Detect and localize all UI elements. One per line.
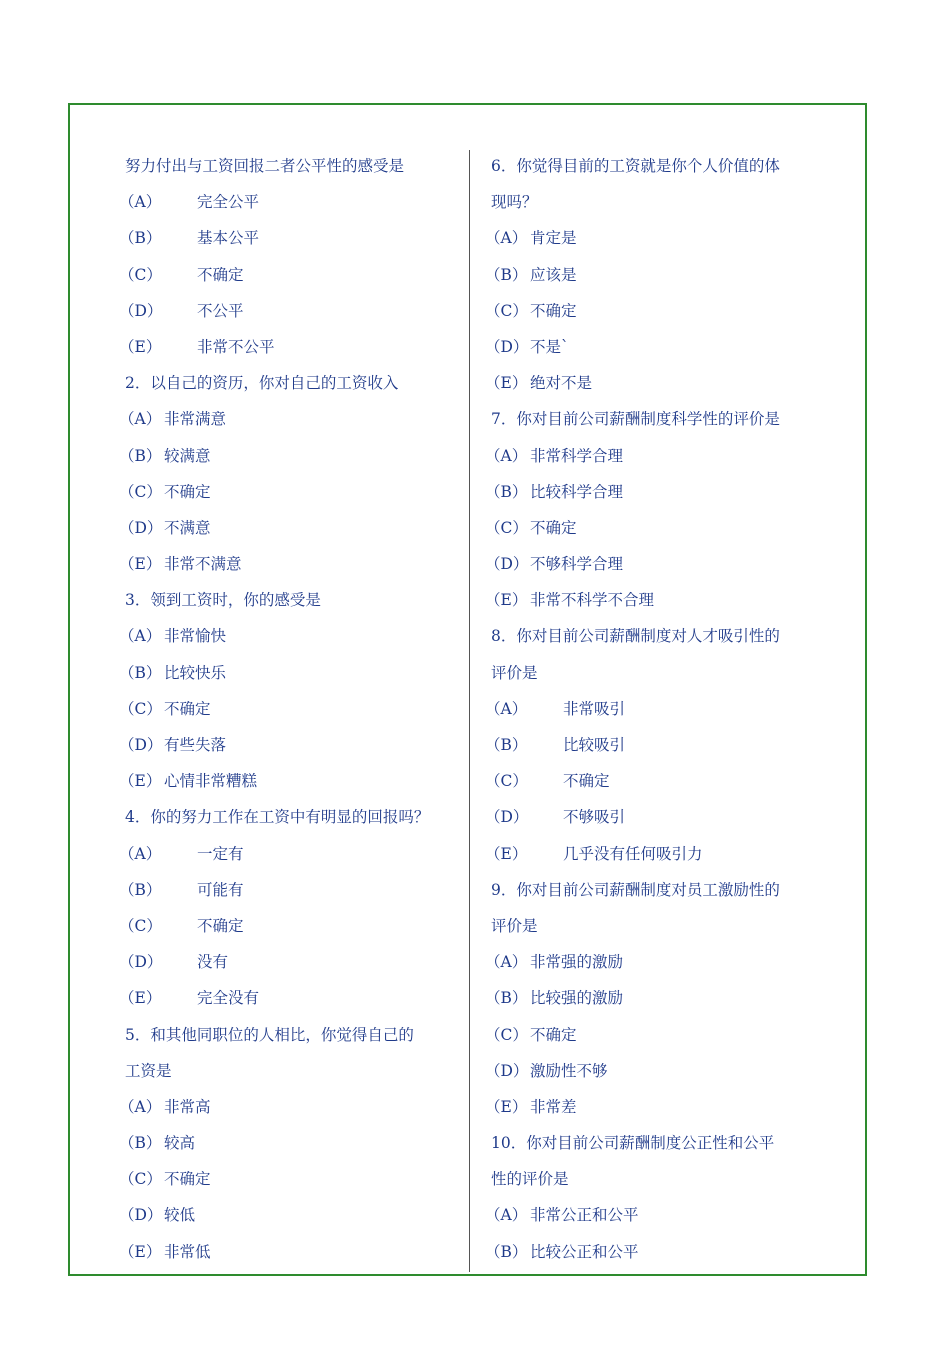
option-label: （E） bbox=[485, 844, 528, 863]
question-text: 4．你的努力工作在工资中有明显的回报吗？ bbox=[125, 808, 430, 827]
answer-option bbox=[485, 980, 830, 1016]
option-label: （E） bbox=[119, 1242, 162, 1261]
option-text: 不确定 bbox=[197, 916, 244, 935]
answer-option bbox=[119, 401, 464, 437]
option-label: （A） bbox=[119, 193, 162, 212]
option-label: （C） bbox=[119, 1170, 162, 1189]
question-text: 现吗？ bbox=[491, 193, 538, 212]
option-text: 非常低 bbox=[164, 1242, 211, 1261]
answer-option bbox=[485, 293, 830, 329]
answer-option bbox=[485, 1017, 830, 1053]
option-label: （B） bbox=[119, 880, 162, 899]
option-text: 完全公平 bbox=[197, 193, 260, 212]
option-label: （A） bbox=[119, 410, 162, 429]
question-text: 3．领到工资时，你的感受是 bbox=[125, 591, 321, 610]
option-label: （C） bbox=[119, 916, 162, 935]
option-text: 非常公正和公平 bbox=[530, 1206, 639, 1225]
answer-option bbox=[119, 1197, 464, 1233]
option-label: （D） bbox=[485, 337, 529, 356]
option-text: 没有 bbox=[197, 953, 229, 972]
option-text: 不确定 bbox=[530, 301, 577, 320]
option-text: 比较公正和公平 bbox=[530, 1242, 639, 1261]
option-label: （C） bbox=[119, 265, 162, 284]
option-label: （D） bbox=[485, 1061, 529, 1080]
option-label: （D） bbox=[119, 953, 163, 972]
option-label: （B） bbox=[119, 1134, 162, 1153]
option-text: 不确定 bbox=[530, 1025, 577, 1044]
option-label: （B） bbox=[119, 446, 162, 465]
answer-option bbox=[119, 944, 464, 980]
option-text: 有些失落 bbox=[164, 736, 227, 754]
option-text: 不确定 bbox=[164, 482, 211, 501]
option-text: 几乎没有任何吸引力 bbox=[563, 844, 703, 863]
option-label: （E） bbox=[485, 591, 528, 610]
option-label: （B） bbox=[119, 229, 162, 248]
answer-option bbox=[485, 691, 830, 727]
option-label: （E） bbox=[119, 337, 162, 356]
option-label: （C） bbox=[485, 1025, 528, 1044]
question-text: 7．你对目前公司薪酬制度科学性的评价是 bbox=[491, 410, 780, 429]
option-label: （C） bbox=[119, 482, 162, 501]
question-text: 10．你对目前公司薪酬制度公正性和公平 bbox=[491, 1134, 775, 1153]
question-text: 2．以自己的资历，你对自己的工资收入 bbox=[125, 374, 399, 393]
option-label: （B） bbox=[485, 1242, 528, 1261]
answer-option bbox=[485, 1197, 830, 1233]
answer-option bbox=[485, 257, 830, 293]
option-label: （B） bbox=[485, 989, 528, 1008]
option-text: 非常愉快 bbox=[164, 627, 227, 646]
option-text: 比较强的激励 bbox=[530, 989, 624, 1008]
option-label: （A） bbox=[485, 1206, 528, 1225]
answer-option bbox=[485, 546, 830, 582]
option-text: 一定有 bbox=[197, 844, 244, 863]
option-text: 应该是 bbox=[530, 265, 577, 284]
option-text: 非常高 bbox=[164, 1097, 211, 1116]
option-label: （E） bbox=[119, 555, 162, 574]
question-text: 评价是 bbox=[491, 663, 538, 682]
option-label: （D） bbox=[119, 518, 163, 537]
option-label: （B） bbox=[485, 482, 528, 501]
option-text: 较高 bbox=[164, 1134, 196, 1153]
option-label: （A） bbox=[485, 446, 528, 465]
option-text: 较满意 bbox=[164, 446, 211, 465]
option-text: 非常不科学不合理 bbox=[530, 591, 655, 610]
answer-option bbox=[485, 727, 830, 763]
answer-option bbox=[119, 691, 464, 727]
option-text: 比较快乐 bbox=[164, 663, 227, 682]
answer-option bbox=[119, 655, 464, 691]
option-label: （E） bbox=[485, 374, 528, 393]
option-text: 激励性不够 bbox=[530, 1061, 608, 1080]
answer-option bbox=[485, 836, 830, 872]
option-label: （C） bbox=[485, 518, 528, 537]
option-label: （E） bbox=[485, 1097, 528, 1116]
option-text: 非常科学合理 bbox=[530, 446, 624, 465]
option-label: （C） bbox=[119, 699, 162, 718]
answer-option bbox=[485, 510, 830, 546]
option-text: 较低 bbox=[164, 1206, 196, 1225]
option-text: 非常不满意 bbox=[164, 555, 242, 574]
option-text: 非常强的激励 bbox=[530, 953, 624, 972]
option-text: 非常满意 bbox=[164, 410, 227, 429]
question-text: 评价是 bbox=[491, 916, 538, 935]
question-text: 工资是 bbox=[125, 1061, 172, 1080]
answer-option bbox=[485, 763, 830, 799]
option-text: 不公平 bbox=[197, 301, 244, 320]
answer-option bbox=[119, 727, 464, 763]
answer-option bbox=[119, 1089, 464, 1125]
option-label: （C） bbox=[485, 772, 528, 791]
option-text: 不确定 bbox=[563, 772, 610, 791]
answer-option bbox=[485, 1053, 830, 1089]
option-text: 完全没有 bbox=[197, 989, 260, 1008]
answer-option bbox=[119, 220, 464, 256]
option-label: （B） bbox=[485, 265, 528, 284]
option-label: （D） bbox=[485, 555, 529, 574]
option-text: 不满意 bbox=[164, 518, 211, 537]
option-label: （A） bbox=[119, 1097, 162, 1116]
option-text: 不确定 bbox=[164, 699, 211, 718]
option-label: （E） bbox=[119, 989, 162, 1008]
left-column bbox=[119, 148, 464, 1270]
answer-option bbox=[119, 510, 464, 546]
answer-option bbox=[119, 257, 464, 293]
answer-option bbox=[119, 438, 464, 474]
option-text: 肯定是 bbox=[530, 229, 577, 248]
option-label: （A） bbox=[485, 953, 528, 972]
option-label: （C） bbox=[485, 301, 528, 320]
answer-option bbox=[119, 329, 464, 365]
option-label: （D） bbox=[119, 301, 163, 320]
option-text: 不确定 bbox=[164, 1170, 211, 1189]
question-text: 8．你对目前公司薪酬制度对人才吸引性的 bbox=[491, 627, 780, 646]
answer-option bbox=[119, 872, 464, 908]
answer-option bbox=[119, 293, 464, 329]
option-label: （A） bbox=[485, 699, 528, 718]
option-text: 不确定 bbox=[197, 265, 244, 284]
option-text: 非常差 bbox=[530, 1097, 577, 1116]
answer-option bbox=[485, 799, 830, 835]
answer-option bbox=[119, 763, 464, 799]
option-text: 心情非常糟糕 bbox=[164, 772, 258, 791]
option-text: 可能有 bbox=[197, 880, 244, 899]
answer-option bbox=[119, 1161, 464, 1197]
question-text: 努力付出与工资回报二者公平性的感受是 bbox=[125, 157, 405, 175]
option-label: （A） bbox=[485, 229, 528, 248]
option-label: （D） bbox=[485, 808, 529, 827]
option-text: 比较吸引 bbox=[563, 736, 626, 754]
answer-option bbox=[119, 1125, 464, 1161]
answer-option bbox=[119, 980, 464, 1016]
option-label: （B） bbox=[119, 663, 162, 682]
answer-option bbox=[485, 329, 830, 365]
option-text: 绝对不是 bbox=[530, 374, 593, 393]
option-text: 不确定 bbox=[530, 518, 577, 537]
answer-option bbox=[485, 1234, 830, 1270]
option-label: （A） bbox=[119, 844, 162, 863]
answer-option bbox=[485, 474, 830, 510]
option-label: （D） bbox=[119, 1206, 163, 1225]
option-label: （D） bbox=[119, 736, 163, 754]
answer-option bbox=[119, 474, 464, 510]
option-text: 比较科学合理 bbox=[530, 482, 624, 501]
question-text: 9．你对目前公司薪酬制度对员工激励性的 bbox=[491, 880, 780, 899]
option-text: 不是` bbox=[530, 337, 569, 356]
option-text: 不够科学合理 bbox=[530, 555, 624, 574]
option-text: 非常吸引 bbox=[563, 699, 626, 718]
answer-option bbox=[485, 438, 830, 474]
right-column bbox=[485, 148, 830, 1270]
answer-option bbox=[485, 365, 830, 401]
answer-option bbox=[485, 582, 830, 618]
option-text: 非常不公平 bbox=[197, 337, 275, 356]
option-label: （B） bbox=[485, 736, 528, 754]
answer-option bbox=[119, 836, 464, 872]
answer-option bbox=[119, 618, 464, 654]
answer-option bbox=[119, 546, 464, 582]
answer-option bbox=[119, 184, 464, 220]
column-divider bbox=[469, 150, 470, 1272]
answer-option bbox=[485, 944, 830, 980]
question-text: 性的评价是 bbox=[491, 1170, 569, 1189]
answer-option bbox=[119, 1234, 464, 1270]
answer-option bbox=[119, 908, 464, 944]
option-text: 不够吸引 bbox=[563, 808, 626, 827]
question-text: 5．和其他同职位的人相比，你觉得自己的 bbox=[125, 1025, 414, 1044]
question-text: 6．你觉得目前的工资就是你个人价值的体 bbox=[491, 157, 780, 175]
option-text: 基本公平 bbox=[197, 229, 260, 248]
option-label: （A） bbox=[119, 627, 162, 646]
option-label: （E） bbox=[119, 772, 162, 791]
answer-option bbox=[485, 220, 830, 256]
answer-option bbox=[485, 1089, 830, 1125]
